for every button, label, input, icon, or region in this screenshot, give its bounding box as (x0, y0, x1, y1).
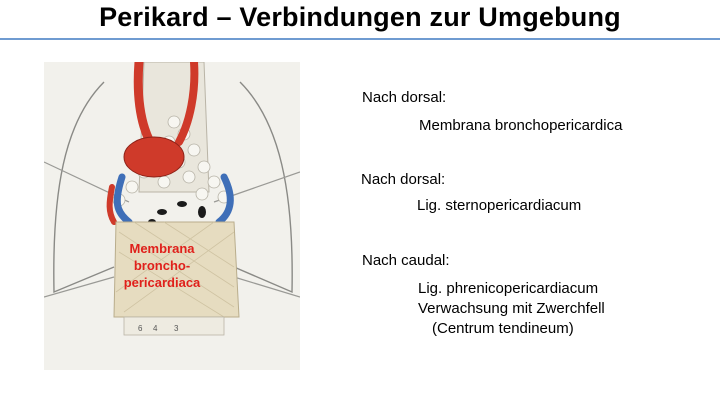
connection-1-heading: Nach dorsal: (362, 89, 447, 106)
pericardium-drawing (44, 62, 300, 370)
connection-1-detail: Membrana bronchopericardica (419, 117, 623, 134)
tick-label-3: 3 (174, 324, 179, 333)
connection-3-details (418, 279, 605, 339)
connection-3-heading: Nach caudal: (362, 252, 450, 269)
tick-label-6: 6 (138, 324, 143, 333)
connection-3-line-1: Lig. phrenicopericardiacum (418, 280, 599, 297)
anatomy-illustration (44, 62, 300, 370)
aortic-arch (124, 137, 184, 177)
connection-2-heading: Nach dorsal: (361, 171, 446, 188)
connection-3-line-3: (Centrum tendineum) (432, 320, 574, 337)
connection-2-detail: Lig. sternopericardiacum (417, 197, 582, 214)
figure-label: Membrana broncho- pericardiaca (123, 241, 201, 290)
title-divider (0, 38, 720, 40)
connection-3-line-2: Verwachsung mit Zwerchfell (418, 300, 605, 317)
tick-label-4: 4 (153, 324, 158, 333)
slide-title: Perikard – Verbindungen zur Umgebung (99, 2, 621, 32)
figure-bottom (44, 362, 300, 370)
